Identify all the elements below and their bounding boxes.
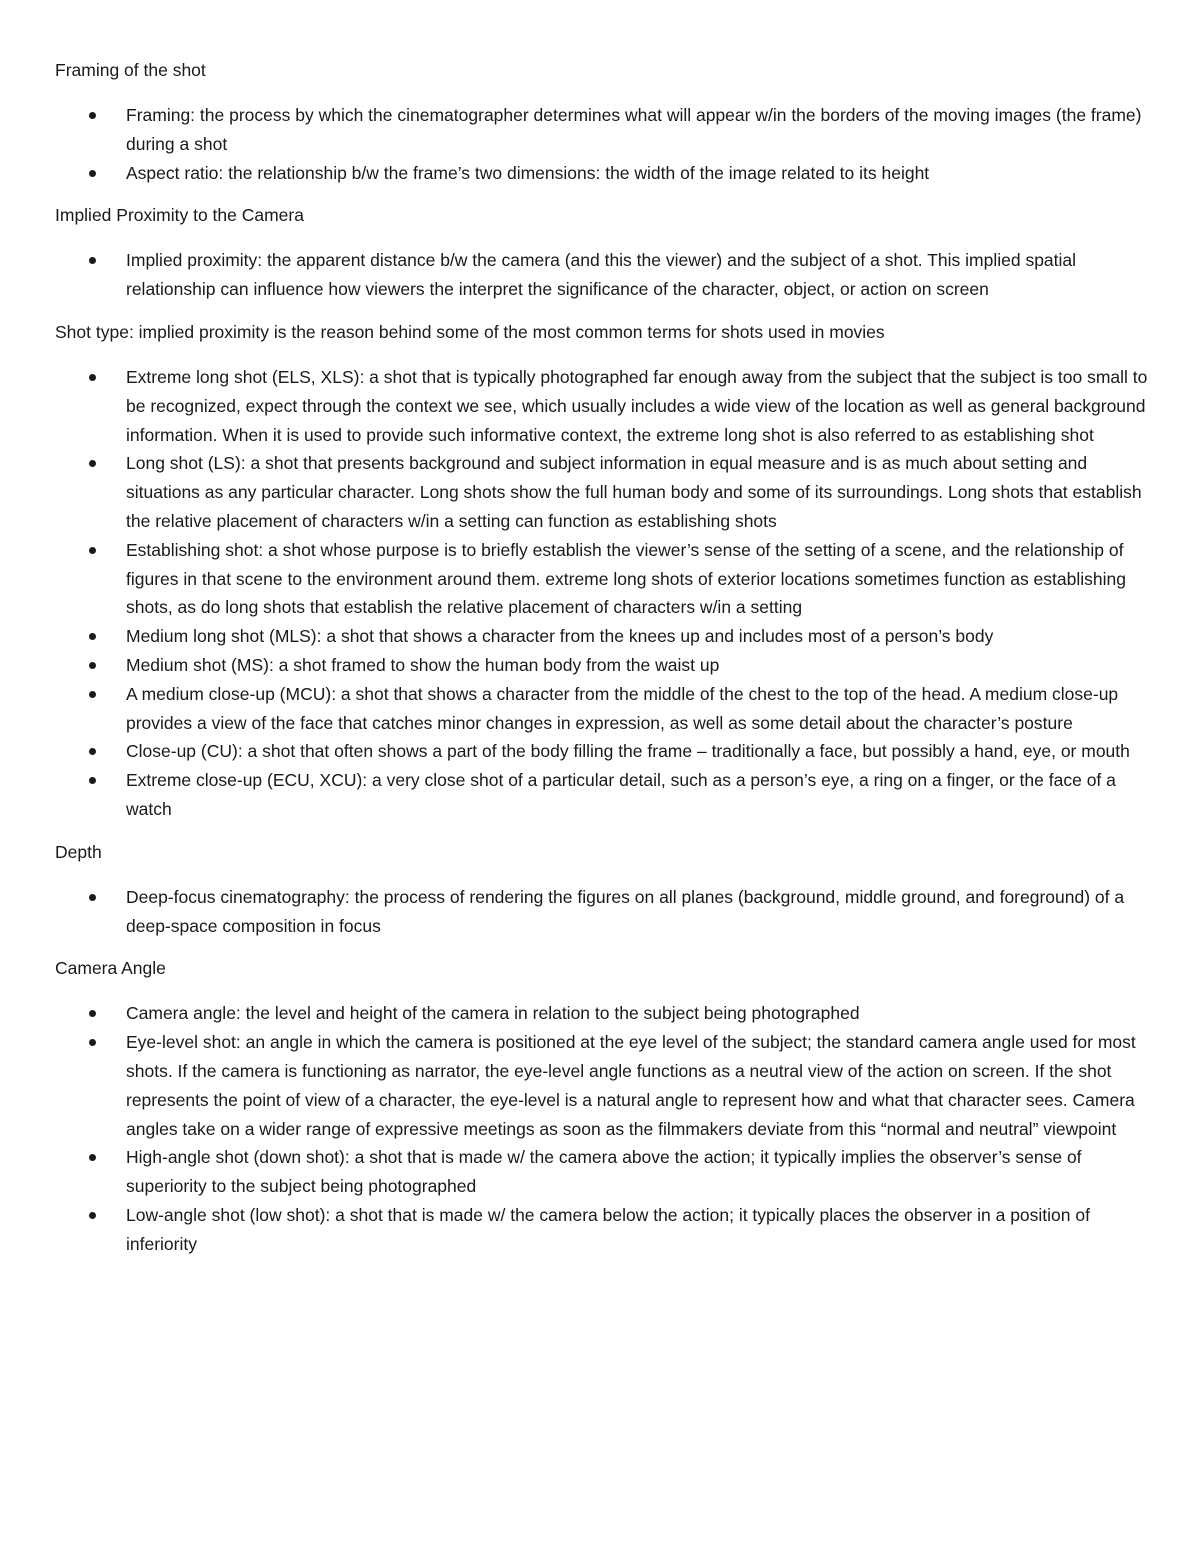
list-item-text: Medium long shot (MLS): a shot that shows a character from the knees up and includes most of a person’s body (126, 626, 994, 647)
list-item (55, 1143, 1150, 1201)
section-camera-angle (55, 954, 1150, 1258)
list-item-text: Extreme close-up (ECU, XCU): a very close shot of a particular detail, such as a person’s eye, a ring on a finger, or the face of a watch (126, 770, 1116, 819)
bullet-list (55, 246, 1150, 304)
list-item (55, 159, 1150, 188)
list-item-text: Deep-focus cinematography: the process of rendering the figures on all planes (background, middle ground, and foreground) of a deep-space composition in focus (126, 886, 1125, 936)
list-item-text: Eye-level shot: an angle in which the camera is positioned at the eye level of the subject; the standard camera angle used for most shots. If the camera is functioning as narrator, the eye-level angle functions as a neutral view of the action on screen. If the shot represents the point of view of a character, the eye-level is a natural angle to represent how and what that character sees. Camera angles take on a wider range of expressive meetings as soon as the filmmakers deviate from this “normal and neutral” viewpoint (126, 1032, 1136, 1139)
section-shot-type (55, 318, 1150, 824)
section-heading: Framing of the shot (55, 60, 206, 80)
section-framing (55, 56, 1150, 187)
list-item (55, 883, 1150, 941)
bullet-list (55, 999, 1150, 1258)
list-item (55, 622, 1150, 651)
bullet-list (55, 883, 1150, 941)
list-item-text: A medium close-up (MCU): a shot that shows a character from the middle of the chest to the top of the head. A medium close-up provides a view of the face that catches minor changes in expression, as well as some detail about the character’s posture (126, 683, 1119, 733)
bullet-icon (89, 1010, 96, 1017)
list-item (55, 999, 1150, 1028)
bullet-icon (89, 1039, 96, 1046)
list-item-text: Implied proximity: the apparent distance b/w the camera (and this the viewer) and the subject of a shot. This implied spatial relationship can influence how viewers the interpret the significance of the character, object, or action on screen (126, 250, 1077, 300)
bullet-icon (89, 547, 96, 554)
list-item (55, 1028, 1150, 1143)
list-item-text: Framing: the process by which the cinematographer determines what will appear w/in the borders of the moving images (the frame) during a shot (126, 105, 1142, 154)
bullet-icon (89, 777, 96, 784)
bullet-icon (89, 748, 96, 755)
bullet-icon (89, 1212, 96, 1219)
list-item-text: Camera angle: the level and height of the camera in relation to the subject being photographed (126, 1003, 860, 1024)
bullet-icon (89, 1154, 96, 1161)
bullet-list (55, 101, 1150, 187)
bullet-icon (89, 633, 96, 640)
list-item (55, 536, 1150, 622)
list-item (55, 246, 1150, 304)
list-item-text: High-angle shot (down shot): a shot that is made w/ the camera above the action; it typically implies the observer’s sense of superiority to the subject being photographed (126, 1147, 1082, 1197)
list-item-text: Low-angle shot (low shot): a shot that is made w/ the camera below the action; it typically places the observer in a position of inferiority (126, 1204, 1090, 1254)
list-item-text: Aspect ratio: the relationship b/w the frame’s two dimensions: the width of the image related to its height (126, 162, 930, 183)
list-item-text: Close-up (CU): a shot that often shows a part of the body filling the frame – traditionally a face, but possibly a hand, eye, or mouth (126, 741, 1130, 762)
bullet-icon (89, 662, 96, 669)
list-item (55, 363, 1150, 449)
section-implied-proximity (55, 201, 1150, 304)
list-item-text: Medium shot (MS): a shot framed to show the human body from the waist up (126, 654, 720, 675)
bullet-icon (89, 170, 96, 177)
bullet-icon (89, 374, 96, 381)
bullet-icon (89, 691, 96, 698)
list-item (55, 680, 1150, 738)
list-item (55, 1201, 1150, 1259)
list-item-text: Long shot (LS): a shot that presents background and subject information in equal measure and is as much about setting and situations as any particular character. Long shots show the full human body and some of its surroundings. Long shots that establish the relative placement of characters w/in a setting can function as establishing shots (126, 453, 1142, 531)
list-item (55, 449, 1150, 535)
section-heading: Camera Angle (55, 958, 166, 979)
list-item (55, 101, 1150, 159)
document-body (55, 56, 1150, 1273)
section-heading: Shot type: implied proximity is the reason behind some of the most common terms for shots used in movies (55, 321, 885, 342)
bullet-icon (89, 894, 96, 901)
section-heading: Implied Proximity to the Camera (55, 205, 304, 226)
list-item (55, 737, 1150, 766)
bullet-list (55, 363, 1150, 824)
section-heading: Depth (55, 841, 102, 862)
list-item-text: Establishing shot: a shot whose purpose is to briefly establish the viewer’s sense of the setting of a scene, and the relationship of figures in that scene to the environment around them. extreme long shots of exterior locations sometimes function as establishing shots, as do long shots that establish the relative placement of characters w/in a setting (126, 539, 1126, 618)
section-depth (55, 838, 1150, 941)
bullet-icon (89, 257, 96, 264)
bullet-icon (89, 460, 96, 467)
bullet-icon (89, 112, 96, 119)
list-item (55, 651, 1150, 680)
list-item (55, 766, 1150, 824)
list-item-text: Extreme long shot (ELS, XLS): a shot that is typically photographed far enough away from the subject that the subject is too small to be recognized, expect through the context we see, which usually includes a wide view of the location as well as general background information. When it is used to provide such informative context, the extreme long shot is also referred to as establishing shot (126, 366, 1148, 445)
